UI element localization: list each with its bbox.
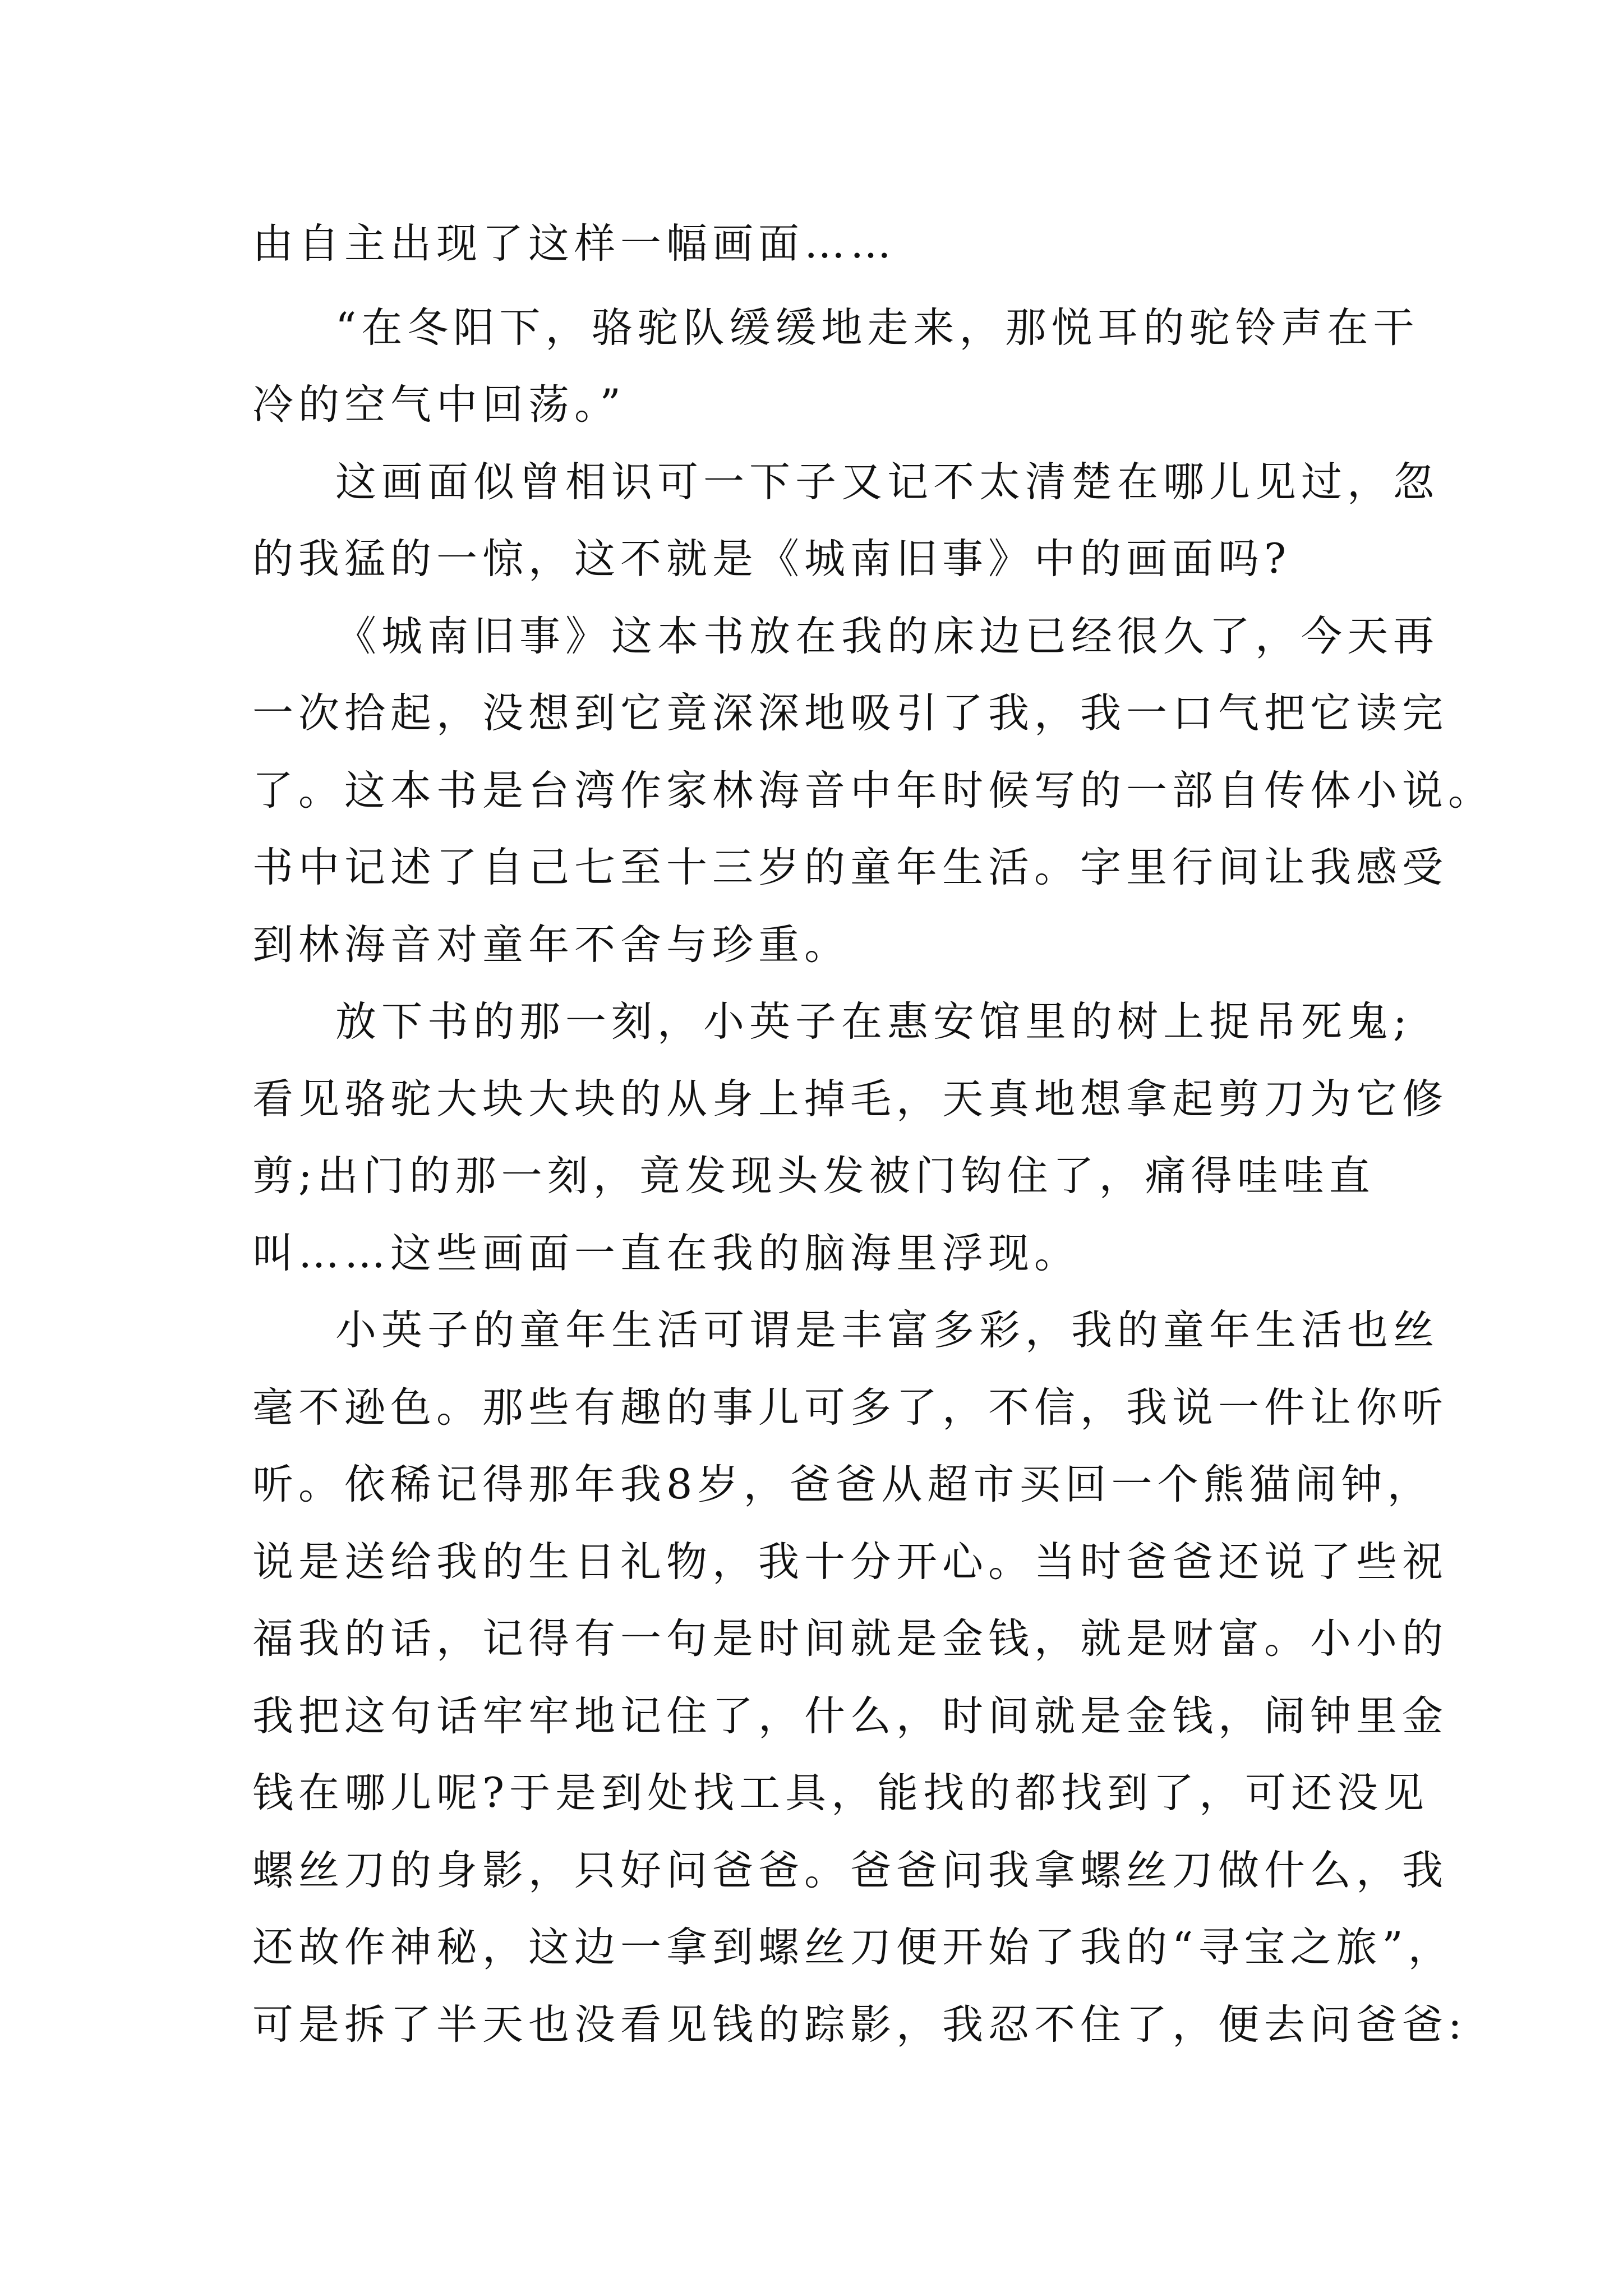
text-line: 说是送给我的生日礼物，我十分开心。当时爸爸还说了些祝 [252,1538,1448,1586]
text-line: 《城南旧事》这本书放在我的床边已经很久了，今天再 [335,613,1439,660]
text-line: 放下书的那一刻，小英子在惠安馆里的树上捉吊死鬼; [335,998,1412,1046]
text-line: 钱在哪儿呢?于是到处找工具，能找的都找到了，可还没见 [252,1769,1430,1817]
text-line: 这画面似曾相识可一下子又记不太清楚在哪儿见过，忽 [335,458,1439,506]
text-line: 看见骆驼大块大块的从身上掉毛，天真地想拿起剪刀为它修 [252,1075,1448,1123]
text-line: 到林海音对童年不舍与珍重。 [252,921,850,969]
text-line: 可是拆了半天也没看见钱的踪影，我忍不住了，便去问爸爸: [252,2001,1467,2049]
text-line: 一次拾起，没想到它竟深深地吸引了我，我一口气把它读完 [252,689,1448,737]
text-line: 毫不逊色。那些有趣的事儿可多了，不信，我说一件让你听 [252,1384,1448,1432]
text-line: 由自主出现了这样一幅画面…… [252,220,896,268]
text-line: 我把这句话牢牢地记住了，什么，时间就是金钱，闹钟里金 [252,1692,1448,1740]
text-line: 还故作神秘，这边一拿到螺丝刀便开始了我的“寻宝之旅”， [252,1924,1454,1971]
text-line: 冷的空气中回荡。” [252,381,626,429]
text-line: 螺丝刀的身影，只好问爸爸。爸爸问我拿螺丝刀做什么，我 [252,1847,1448,1894]
text-line: 的我猛的一惊，这不就是《城南旧事》中的画面吗? [252,535,1292,583]
text-line: 剪;出门的那一刻，竟发现头发被门钩住了，痛得哇哇直 [252,1152,1375,1200]
text-line: 小英子的童年生活可谓是丰富多彩，我的童年生活也丝 [335,1306,1439,1354]
text-line: 了。这本书是台湾作家林海音中年时候写的一部自传体小说。 [252,767,1494,815]
text-line: 福我的话，记得有一句是时间就是金钱，就是财富。小小的 [252,1615,1448,1663]
text-line: 听。依稀记得那年我8岁，爸爸从超市买回一个熊猫闹钟， [252,1461,1433,1508]
text-line: 叫……这些画面一直在我的脑海里浮现。 [252,1230,1080,1277]
text-line: “在冬阳下，骆驼队缓缓地走来，那悦耳的驼铃声在干 [335,304,1419,352]
text-line: 书中记述了自己七至十三岁的童年生活。字里行间让我感受 [252,844,1448,891]
